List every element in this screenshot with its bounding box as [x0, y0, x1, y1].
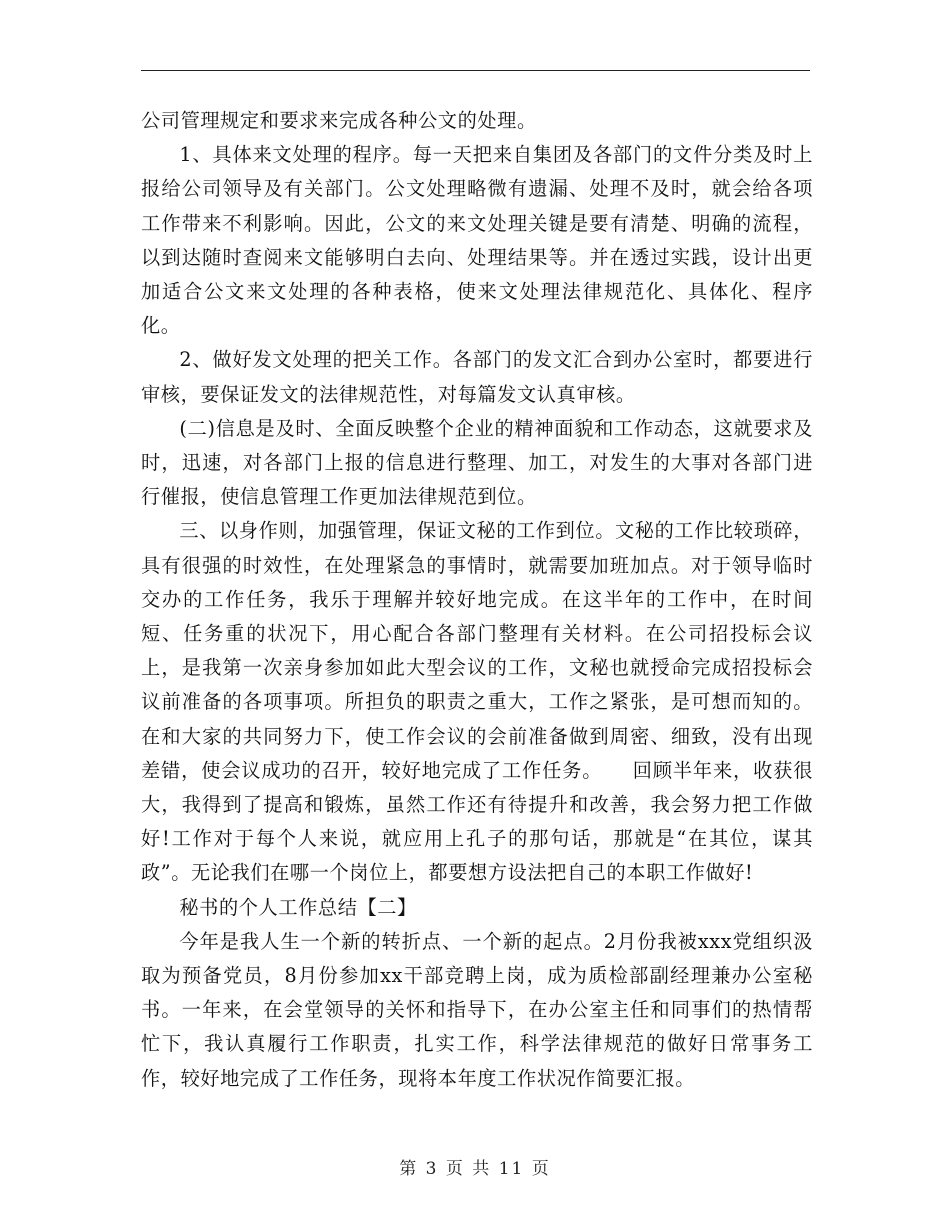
paragraph: 三、以身作则，加强管理，保证文秘的工作到位。文秘的工作比较琐碎，具有很强的时效性，在处理紧急的事情时，就需要加班加点。对于领导临时交办的工作任务，我乐于理解并较好地完成。在这半年的工作中，在时间短、任务重的状况下，用心配合各部门整理有关材料。在公司招投标会议上，是我第一次亲身参加如此大型会议的工作，文秘也就授命完成招投标会议前准备的各项事项。所担负的职责之重大，工作之紧张，是可想而知的。在和大家的共同努力下，使工作会议的会前准备做到周密、细致，没有出现差错，使会议成功的召开，较好地完成了工作任务。 回顾半年来，收获很大，我得到了提高和锻炼，虽然工作还有待提升和改善，我会努力把工作做好!工作对于每个人来说，就应用上孔子的那句话，那就是“在其位，谋其政”。无论我们在哪一个岗位上，都要想方设法把自己的本职工作做好!	[141, 519, 813, 885]
section-heading: 秘书的个人工作总结【二】	[179, 895, 417, 919]
paragraph: 1、具体来文处理的程序。每一天把来自集团及各部门的文件分类及时上报给公司领导及有关部门。公文处理略微有遗漏、处理不及时，就会给各项工作带来不利影响。因此，公文的来文处理关键是要有清楚、明确的流程，以到达随时查阅来文能够明白去向、处理结果等。并在透过实践，设计出更加适合公文来文处理的各种表格，使来文处理法律规范化、具体化、程序化。	[141, 143, 813, 338]
paragraph: 2、做好发文处理的把关工作。各部门的发文汇合到办公室时，都要进行审核，要保证发文的法律规范性，对每篇发文认真审核。	[141, 348, 813, 406]
page-number: 第 3 页 共 11 页	[399, 1159, 551, 1179]
paragraph: (二)信息是及时、全面反映整个企业的精神面貌和工作动态，这就要求及时，迅速，对各部门上报的信息进行整理、加工，对发生的大事对各部门进行催报，使信息管理工作更加法律规范到位。	[141, 416, 813, 509]
paragraph: 公司管理规定和要求来完成各种公文的处理。	[141, 109, 537, 132]
document-body	[141, 104, 813, 1096]
header-rule	[141, 70, 810, 71]
paragraph: 今年是我人生一个新的转折点、一个新的起点。2月份我被xxx党组织汲取为预备党员，8月份参加xx干部竞聘上岗，成为质检部副经理兼办公室秘书。一年来，在会堂领导的关怀和指导下，在办公室主任和同事们的热情帮忙下，我认真履行工作职责，扎实工作，科学法律规范的做好日常事务工作，较好地完成了工作任务，现将本年度工作状况作简要汇报。	[141, 929, 813, 1090]
